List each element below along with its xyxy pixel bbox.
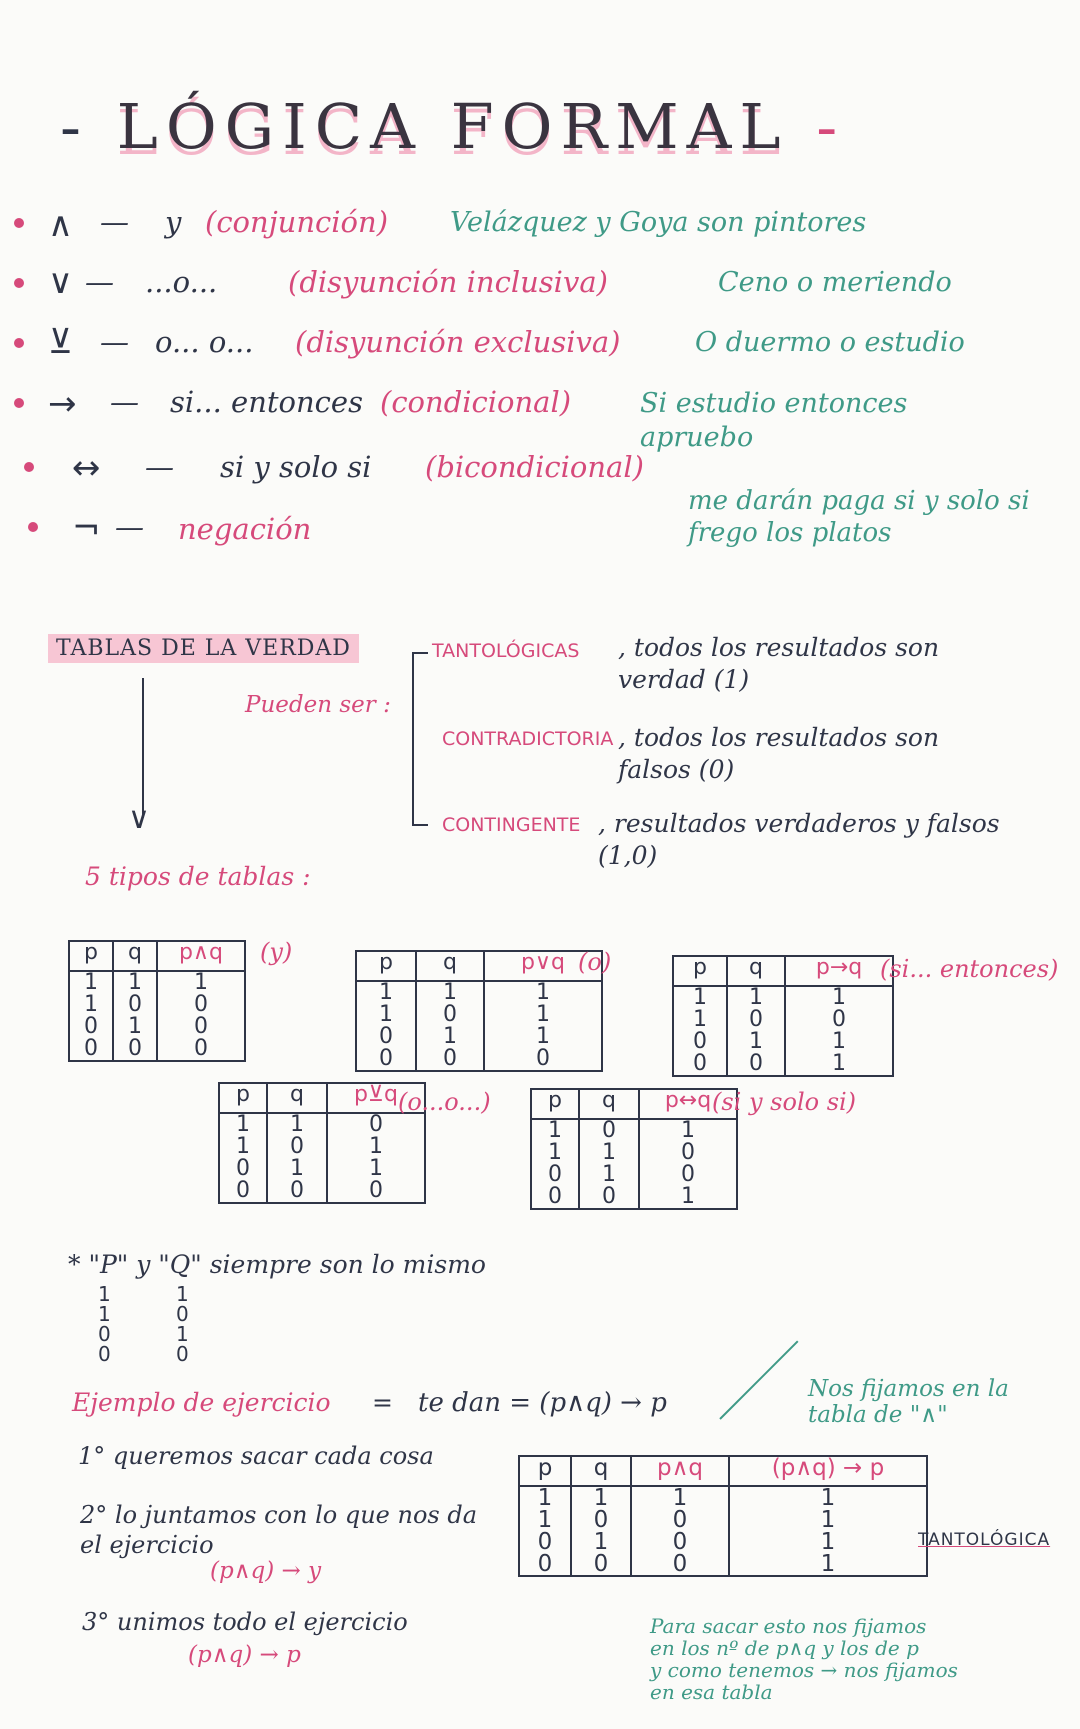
step-2: 2° lo juntamos con lo que nos da el ejercicio: [80, 1501, 478, 1559]
table-cell: 1: [602, 1140, 616, 1165]
table-caption: (si... entonces): [880, 955, 1059, 983]
table-header-cell: p∨q: [484, 951, 602, 981]
step-3: 3° unimos todo el ejercicio: [82, 1608, 408, 1636]
table-cell: 0: [379, 1046, 393, 1071]
table-cell: 0: [693, 1029, 707, 1054]
q-value: 0: [176, 1302, 189, 1326]
result-label: TANTOLÓGICA: [918, 1530, 1051, 1550]
table-cell: 1: [749, 985, 763, 1010]
title-right-dash: -: [816, 90, 846, 163]
table-column: [157, 971, 245, 1061]
table-header-cell: p∧q: [157, 941, 245, 971]
table-cell: 0: [681, 1162, 695, 1187]
table-cell: 0: [672, 1507, 688, 1533]
table-cell: 0: [681, 1140, 695, 1165]
down-arrow-icon: ∨: [128, 801, 150, 836]
table-column: [531, 1119, 579, 1209]
connective-reading: ...o...: [145, 265, 218, 299]
table-column: [785, 986, 893, 1076]
table-header-cell: q: [113, 941, 157, 971]
connective-reading: si... entonces: [170, 385, 363, 419]
note-line: y como tenemos → nos fijamos: [650, 1658, 958, 1682]
truth-type-contingent: [442, 814, 580, 836]
truth-type-name: TANTOLÓGICAS: [432, 640, 580, 662]
exercise-note-bottom: [650, 1615, 958, 1703]
truth-table: [218, 1082, 426, 1204]
bullet-icon: [24, 462, 34, 472]
q-value: 1: [176, 1282, 189, 1306]
truth-type-desc: , todos los resultados son falsos (0): [618, 723, 940, 784]
down-arrow-line: [142, 678, 144, 818]
table-column: [219, 1113, 267, 1203]
connective-reading: y: [165, 205, 182, 239]
table-cell: 1: [593, 1529, 609, 1555]
table-cell: 1: [681, 1118, 695, 1143]
exercise-equals: =: [372, 1388, 393, 1417]
truth-type-tautological: [432, 640, 579, 662]
table-cell: 1: [290, 1112, 304, 1137]
truth-type-desc: , todos los resultados son verdad (1): [618, 633, 940, 694]
table-cell: 1: [536, 1002, 550, 1027]
table-cell: 1: [379, 1002, 393, 1027]
p-value: 0: [98, 1342, 111, 1366]
connective-name: (disyunción inclusiva): [288, 265, 608, 299]
table-column: [519, 1486, 571, 1576]
table-cell: 0: [443, 1046, 457, 1071]
table-cell: 0: [536, 1046, 550, 1071]
table-column: [729, 1486, 927, 1576]
truth-type-name: CONTRADICTORIA: [442, 728, 614, 750]
q-value: 0: [176, 1342, 189, 1366]
exercise-given: te dan = (p∧q) → p: [418, 1388, 667, 1418]
q-value: 1: [176, 1322, 189, 1346]
truth-table: [355, 950, 603, 1072]
connective-name: (bicondicional): [425, 450, 644, 484]
title-left-dash: -: [60, 90, 89, 163]
table-header-cell: p: [69, 941, 113, 971]
table-cell: 1: [749, 1029, 763, 1054]
table-cell: 1: [548, 1140, 562, 1165]
table-cell: 1: [443, 1024, 457, 1049]
five-types-label: 5 tipos de tablas :: [85, 862, 311, 891]
truth-table: [530, 1088, 738, 1210]
exercise-label: Ejemplo de ejercicio: [72, 1388, 331, 1417]
dash: —: [100, 205, 129, 239]
table-cell: 1: [693, 985, 707, 1010]
table-cell: 1: [820, 1529, 836, 1555]
connective-example: Si estudio entonces apruebo: [640, 388, 908, 453]
implies-symbol: →: [48, 384, 77, 424]
bullet-icon: [14, 338, 24, 348]
table-cell: 0: [84, 1014, 98, 1039]
table-cell: 1: [820, 1551, 836, 1577]
title-text: LÓGICA FORMAL: [116, 90, 789, 163]
connective-reading: negación: [178, 512, 312, 546]
table-header-cell: p: [519, 1456, 571, 1486]
table-cell: 0: [548, 1162, 562, 1187]
table-caption: (o): [578, 948, 612, 976]
table-cell: 0: [593, 1507, 609, 1533]
table-cell: 0: [84, 1036, 98, 1061]
table-header-cell: (p∧q) → p: [729, 1456, 927, 1486]
table-header-cell: p: [219, 1083, 267, 1113]
table-header-cell: p⊻q: [327, 1083, 425, 1113]
table-column: [416, 981, 484, 1071]
table-cell: 0: [443, 1002, 457, 1027]
dash: —: [85, 265, 114, 299]
dash: —: [145, 450, 174, 484]
table-cell: 1: [379, 980, 393, 1005]
connective-example: Velázquez y Goya son pintores: [450, 207, 867, 238]
note-line: en los nº de p∧q y los de p: [650, 1636, 919, 1660]
table-cell: 0: [548, 1184, 562, 1209]
step-1: 1° queremos sacar cada cosa: [78, 1442, 434, 1470]
truth-type-name: CONTINGENTE: [442, 814, 581, 836]
truth-table: [68, 940, 246, 1062]
table-cell: 0: [194, 1014, 208, 1039]
table-cell: 0: [194, 1036, 208, 1061]
connective-name: (conjunción): [205, 205, 389, 239]
table-column: [484, 981, 602, 1071]
table-cell: 0: [379, 1024, 393, 1049]
pointer-line: [719, 1341, 798, 1420]
truth-type-contradictory: [442, 728, 613, 750]
table-cell: 1: [84, 992, 98, 1017]
table-cell: 1: [681, 1184, 695, 1209]
table-cell: 1: [832, 1051, 846, 1076]
truth-table: [672, 955, 894, 1077]
not-symbol: ¬: [72, 508, 101, 548]
table-caption: (y): [260, 938, 293, 966]
table-cell: 0: [236, 1156, 250, 1181]
brace: [412, 652, 428, 826]
table-cell: 1: [820, 1485, 836, 1511]
connective-name: (disyunción exclusiva): [295, 325, 621, 359]
truth-tables-heading: TABLAS DE LA VERDAD: [48, 634, 359, 663]
table-column: [327, 1113, 425, 1203]
table-column: [579, 1119, 639, 1209]
table-header-cell: q: [571, 1456, 631, 1486]
table-header-cell: p: [356, 951, 416, 981]
table-cell: 1: [693, 1007, 707, 1032]
iff-symbol: ↔: [72, 448, 101, 488]
table-cell: 1: [832, 1029, 846, 1054]
table-cell: 1: [820, 1507, 836, 1533]
table-cell: 1: [236, 1134, 250, 1159]
table-cell: 0: [832, 1007, 846, 1032]
xor-symbol: ⊻: [48, 322, 73, 362]
connective-example: me darán paga si y solo si frego los platos: [688, 486, 1030, 548]
table-column: [69, 971, 113, 1061]
table-column: [639, 1119, 737, 1209]
table-column: [356, 981, 416, 1071]
bullet-icon: [28, 522, 38, 532]
pq-note: * "P" y "Q" siempre son lo mismo: [68, 1250, 486, 1279]
table-column: [267, 1113, 327, 1203]
table-cell: 1: [672, 1485, 688, 1511]
exercise-note-top: Nos fijamos en la tabla de "∧": [808, 1376, 1009, 1428]
table-cell: 1: [443, 980, 457, 1005]
table-cell: 1: [84, 970, 98, 995]
table-cell: 1: [536, 980, 550, 1005]
connective-example: Ceno o meriendo: [718, 267, 952, 298]
table-column: [113, 971, 157, 1061]
table-cell: 0: [602, 1184, 616, 1209]
exercise-truth-table: [518, 1455, 928, 1577]
table-cell: 1: [236, 1112, 250, 1137]
table-cell: 0: [672, 1529, 688, 1555]
table-header-cell: p: [531, 1089, 579, 1119]
table-cell: 1: [537, 1507, 553, 1533]
note-line: en esa tabla: [650, 1680, 773, 1704]
table-cell: 0: [749, 1007, 763, 1032]
step-2-expr: (p∧q) → y: [210, 1558, 322, 1584]
dash: —: [110, 385, 139, 419]
connective-reading: o... o...: [155, 325, 254, 359]
bullet-icon: [14, 218, 24, 228]
table-cell: 0: [290, 1178, 304, 1203]
and-symbol: ∧: [48, 205, 73, 245]
table-cell: 0: [128, 1036, 142, 1061]
table-cell: 0: [290, 1134, 304, 1159]
p-column: [98, 1284, 111, 1364]
or-symbol: ∨: [48, 262, 73, 302]
table-header-cell: q: [727, 956, 785, 986]
page-title: [60, 90, 845, 163]
bullet-icon: [14, 398, 24, 408]
table-cell: 1: [536, 1024, 550, 1049]
table-header-cell: p∧q: [631, 1456, 729, 1486]
q-column: [176, 1284, 189, 1364]
table-header-cell: p↔q: [639, 1089, 737, 1119]
table-cell: 0: [672, 1551, 688, 1577]
truth-type-desc: , resultados verdaderos y falsos (1,0): [598, 809, 1000, 870]
dash: —: [100, 325, 129, 359]
table-caption: (o...o...): [398, 1088, 491, 1116]
table-cell: 1: [602, 1162, 616, 1187]
p-value: 0: [98, 1322, 111, 1346]
table-cell: 1: [369, 1134, 383, 1159]
table-cell: 0: [128, 992, 142, 1017]
table-cell: 0: [593, 1551, 609, 1577]
table-header-cell: p→q: [785, 956, 893, 986]
can-be-label: Pueden ser :: [245, 692, 391, 718]
dash: —: [115, 510, 144, 544]
table-cell: 0: [537, 1551, 553, 1577]
table-column: [571, 1486, 631, 1576]
table-cell: 1: [128, 1014, 142, 1039]
connective-example: O duermo o estudio: [695, 327, 965, 358]
table-header-cell: q: [416, 951, 484, 981]
table-cell: 0: [693, 1051, 707, 1076]
table-column: [673, 986, 727, 1076]
note-line: Para sacar esto nos fijamos: [650, 1614, 927, 1638]
table-column: [631, 1486, 729, 1576]
table-cell: 1: [593, 1485, 609, 1511]
table-cell: 0: [749, 1051, 763, 1076]
table-cell: 0: [194, 992, 208, 1017]
table-cell: 0: [369, 1112, 383, 1137]
table-cell: 0: [537, 1529, 553, 1555]
table-cell: 1: [537, 1485, 553, 1511]
bullet-icon: [14, 278, 24, 288]
table-cell: 0: [602, 1118, 616, 1143]
step-3-expr: (p∧q) → p: [188, 1642, 301, 1668]
connective-name: (condicional): [380, 385, 572, 419]
connective-reading: si y solo si: [220, 450, 372, 484]
table-cell: 1: [369, 1156, 383, 1181]
table-column: [727, 986, 785, 1076]
table-cell: 1: [290, 1156, 304, 1181]
table-header-cell: p: [673, 956, 727, 986]
table-cell: 1: [128, 970, 142, 995]
table-cell: 0: [236, 1178, 250, 1203]
table-cell: 1: [832, 985, 846, 1010]
table-header-cell: q: [579, 1089, 639, 1119]
table-header-cell: q: [267, 1083, 327, 1113]
table-cell: 1: [194, 970, 208, 995]
table-cell: 0: [369, 1178, 383, 1203]
p-value: 1: [98, 1282, 111, 1306]
table-caption: (si y solo si): [712, 1088, 857, 1116]
p-value: 1: [98, 1302, 111, 1326]
table-cell: 1: [548, 1118, 562, 1143]
